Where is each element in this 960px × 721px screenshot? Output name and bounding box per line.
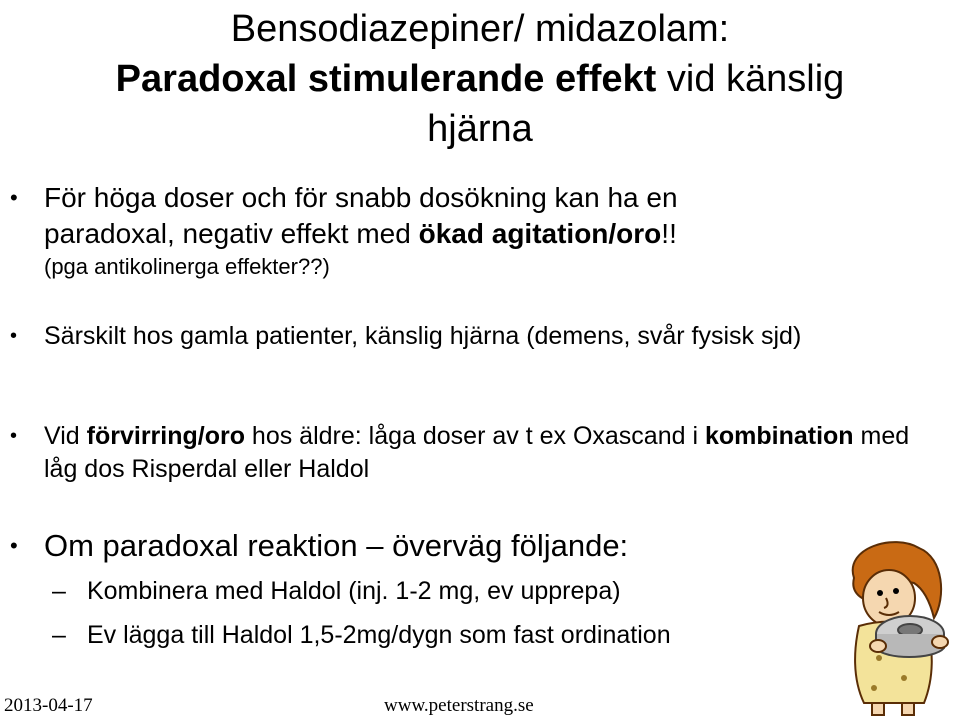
bullet-2-text: Särskilt hos gamla patienter, känslig hjärna (demens, svår fysisk sjd)	[44, 322, 802, 350]
bullet-dot: •	[10, 425, 18, 447]
bullet-3-pre: Vid	[44, 422, 87, 450]
bullet-3-post: med låg dos Risperdal eller Haldol	[44, 422, 910, 483]
footer-date: 2013-04-17	[4, 695, 93, 716]
title-line-2	[40, 54, 920, 104]
bullet-dot: •	[10, 325, 18, 347]
bullet-3-bold-1: förvirring/oro	[86, 422, 245, 450]
sub-item-1	[52, 574, 621, 608]
sub-item-2	[52, 618, 671, 652]
caveman-with-stone-wheel-icon	[834, 538, 958, 718]
bullet-2	[10, 320, 924, 353]
bullet-4	[10, 526, 924, 566]
bullet-3	[10, 420, 924, 486]
sub-item-1-text: Kombinera med Haldol (inj. 1-2 mg, ev upprepa)	[86, 577, 621, 605]
bullet-1	[10, 180, 924, 282]
bullet-1-line-2-pre: paradoxal, negativ effekt med	[44, 218, 419, 249]
bullet-1-note: (pga antikolinerga effekter??)	[44, 254, 330, 279]
bullet-1-line-1: För höga doser och för snabb dosökning kan ha en	[44, 182, 678, 213]
dash-marker: –	[52, 621, 66, 649]
title-bold: Paradoxal stimulerande effekt	[115, 58, 657, 100]
bullet-dot: •	[10, 533, 18, 558]
footer-url: www.peterstrang.se	[384, 695, 534, 716]
bullet-1-line-2-post: !!	[661, 218, 677, 249]
bullet-1-bold: ökad agitation/oro	[418, 218, 662, 249]
bullet-3-bold-2: kombination	[704, 422, 854, 450]
dash-marker: –	[52, 577, 66, 605]
title-line-1: Bensodiazepiner/ midazolam:	[230, 8, 730, 50]
bullet-4-text: Om paradoxal reaktion – överväg följande:	[44, 528, 629, 563]
title-rest: vid känslig	[656, 58, 845, 100]
slide-title	[40, 4, 920, 154]
bullet-3-mid: hos äldre: låga doser av t ex Oxascand i	[244, 422, 705, 450]
bullet-dot: •	[10, 185, 18, 210]
sub-item-2-text: Ev lägga till Haldol 1,5-2mg/dygn som fast ordination	[86, 621, 671, 649]
title-line-3: hjärna	[427, 108, 533, 150]
